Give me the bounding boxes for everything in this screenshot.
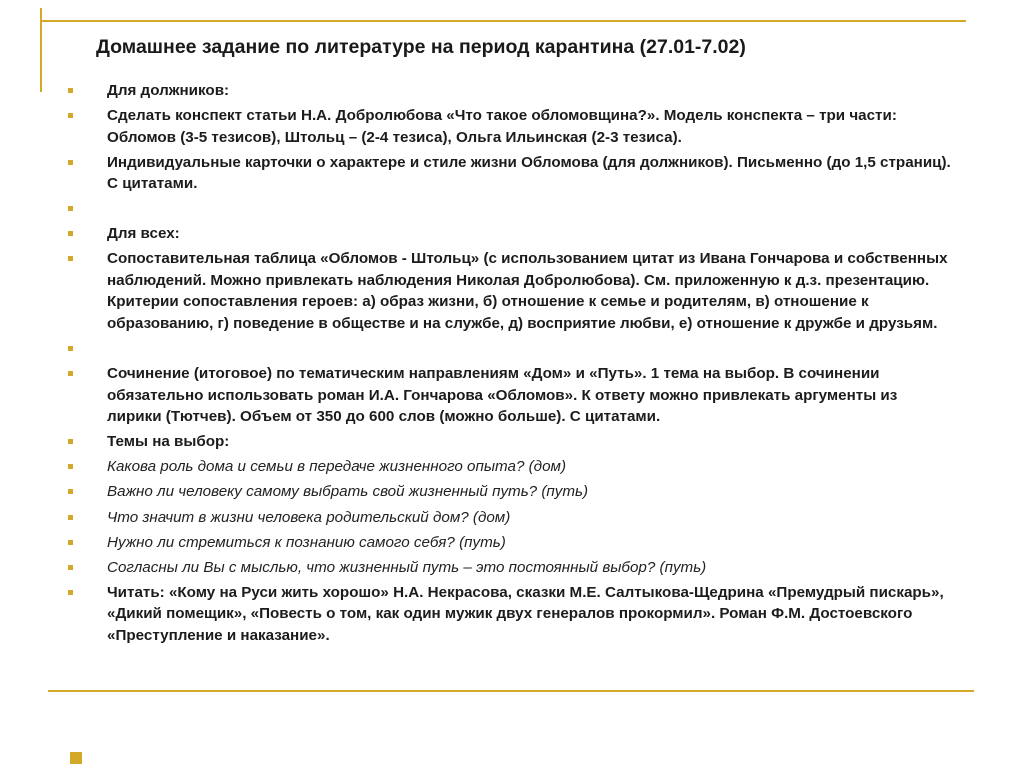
- bullet-icon: [68, 206, 73, 211]
- list-item: [66, 198, 956, 220]
- bullet-icon: [68, 565, 73, 570]
- list-item: [66, 481, 956, 503]
- list-item-text: Сочинение (итоговое) по тематическим направлениям «Дом» и «Путь». 1 тема на выбор. В сочинении обязательно использовать роман И.А. Гончарова «Обломов». К ответу можно привлекать аргументы из лирики (Тютчев). Объем от 350 до 600 слов (можно больше). С цитатами.: [107, 365, 898, 426]
- list-item-text: Для всех:: [107, 225, 180, 243]
- list-item: [66, 456, 956, 478]
- bullet-icon: [68, 540, 73, 545]
- list-item: [66, 431, 956, 453]
- bullet-icon: [68, 439, 73, 444]
- bullet-icon: [68, 489, 73, 494]
- bullet-icon: [68, 160, 73, 165]
- list-item: [66, 363, 956, 428]
- list-item: [66, 223, 956, 245]
- list-item: [66, 152, 956, 195]
- bullet-icon: [68, 346, 73, 351]
- list-item-text: Нужно ли стремиться к познанию самого себя? (путь): [107, 533, 506, 551]
- left-rule: [40, 8, 42, 92]
- list-item-text: Индивидуальные карточки о характере и стиле жизни Обломова (для должников). Письменно (до 1,5 страниц). С цитатами.: [107, 153, 951, 193]
- bottom-rule: [48, 690, 974, 692]
- list-item-text: Важно ли человеку самому выбрать свой жизненный путь? (путь): [107, 483, 589, 501]
- bullet-icon: [68, 113, 73, 118]
- list-item-text: Что значит в жизни человека родительский дом? (дом): [107, 508, 511, 526]
- bullet-icon: [68, 88, 73, 93]
- bullet-icon: [68, 515, 73, 520]
- bullet-icon: [68, 256, 73, 261]
- list-item: [66, 105, 956, 148]
- list-item-text: Читать: «Кому на Руси жить хорошо» Н.А. Некрасова, сказки М.Е. Салтыкова-Щедрина «Премудрый пискарь», «Дикий помещик», «Повесть о том, как один мужик двух генералов прокормил». Роман Ф.М. Достоевского «Преступление и наказание».: [107, 583, 944, 644]
- list-item-text: Для должников:: [107, 82, 230, 99]
- list-item: [66, 338, 956, 360]
- bullet-icon: [68, 464, 73, 469]
- list-item: [66, 557, 956, 579]
- list-item-text: Согласны ли Вы с мыслью, что жизненный путь – это постоянный выбор? (путь): [107, 558, 707, 576]
- top-rule: [40, 20, 966, 22]
- list-item-text: Сделать конспект статьи Н.А. Добролюбова «Что такое обломовщина?». Модель конспекта – три части: Обломов (3-5 тезисов), Штольц – (2-4 тезиса), Ольга Ильинская (2-3 тезиса).: [107, 107, 897, 146]
- list-item-text: Какова роль дома и семьи в передаче жизненного опыта? (дом): [107, 458, 566, 476]
- list-item-text: Сопоставительная таблица «Обломов - Штольц» (с использованием цитат из Ивана Гончарова и собственных наблюдений. Можно привлекать наблюдения Николая Добролюбова). См. приложенную к д.з. презентацию. Критерии сопоставления героев: а) образ жизни, б) отношение к семье и родителям, в) отношение к образованию, г) поведение в обществе и на службе, д) восприятие любви, е) отношение к дружбе и друзьям.: [107, 250, 948, 332]
- list-item: [66, 582, 956, 647]
- corner-accent: [70, 752, 82, 764]
- assignment-list: [66, 80, 956, 650]
- bullet-icon: [68, 371, 73, 376]
- page-title: Домашнее задание по литературе на период карантина (27.01-7.02): [96, 36, 746, 58]
- list-item-text: Темы на выбор:: [107, 433, 230, 451]
- bullet-icon: [68, 590, 73, 595]
- bullet-icon: [68, 231, 73, 236]
- list-item: [66, 507, 956, 529]
- list-item: [66, 248, 956, 334]
- list-item: [66, 80, 956, 102]
- list-item: [66, 532, 956, 554]
